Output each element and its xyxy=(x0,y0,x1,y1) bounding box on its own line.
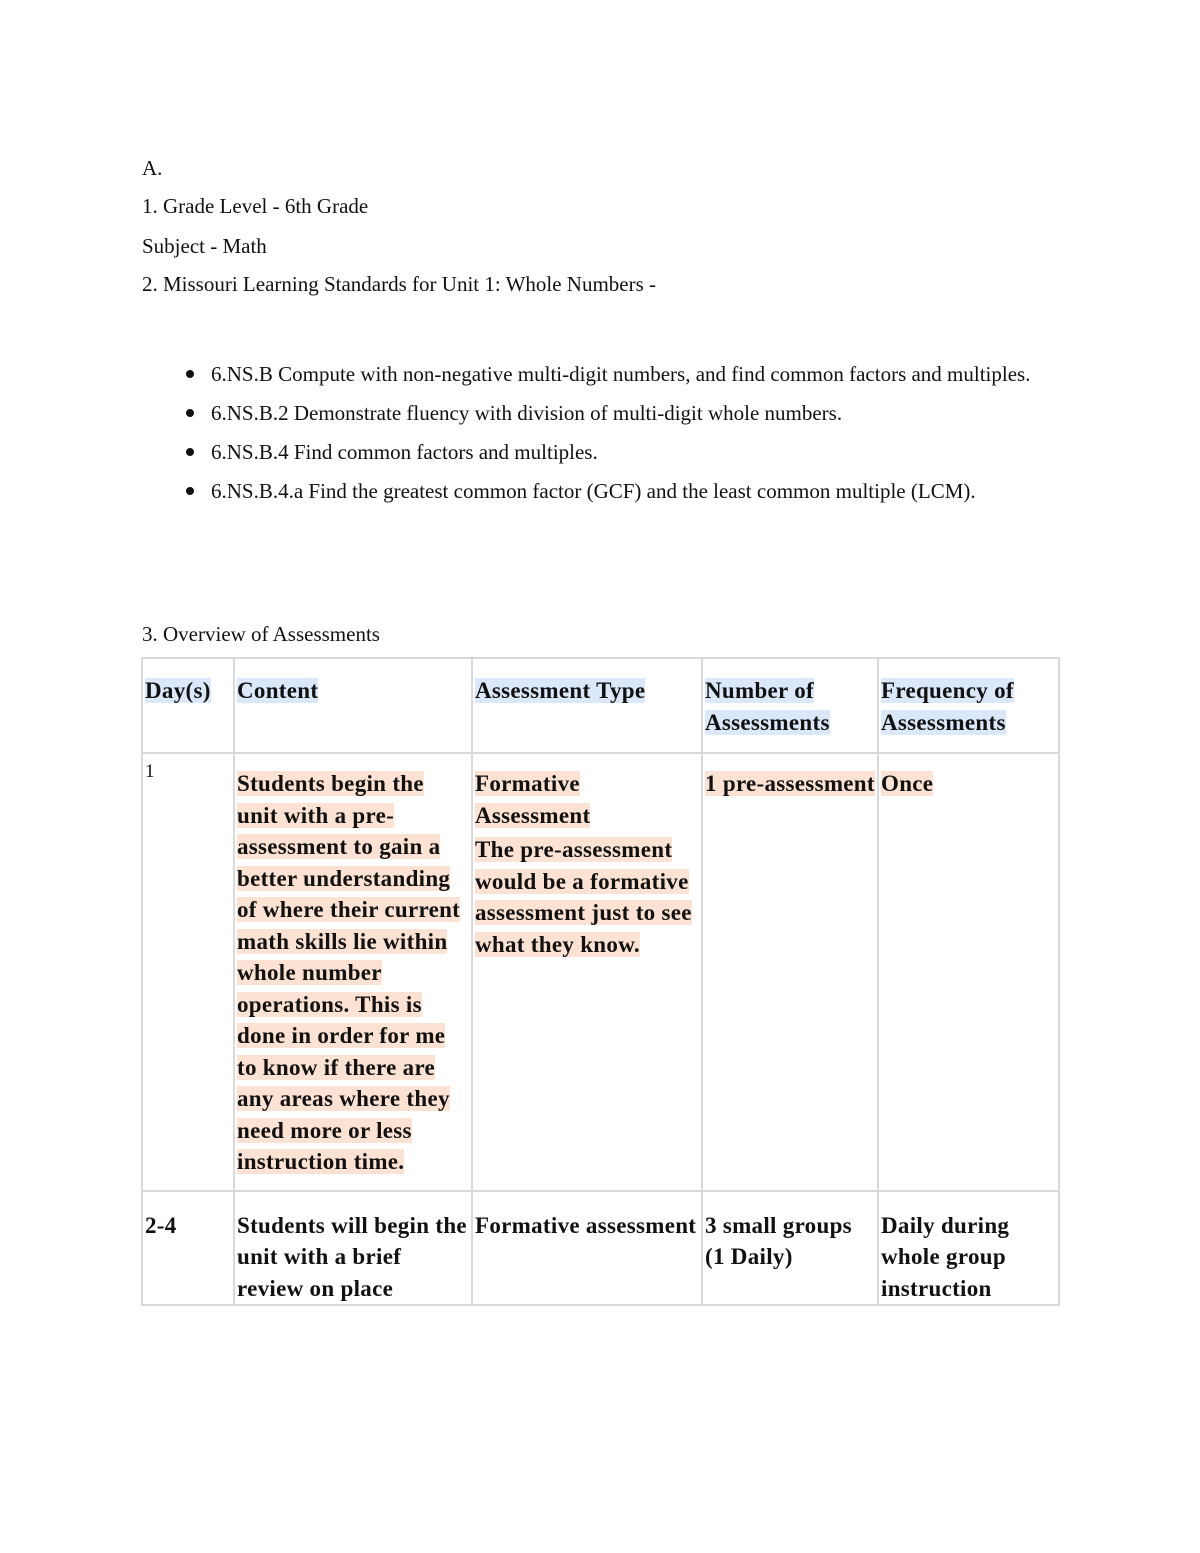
section-label: A. xyxy=(142,156,163,180)
header-cell: Number of Assessments xyxy=(702,658,878,753)
list-item: 6.NS.B Compute with non-negative multi-digit numbers, and find common factors and multiples. xyxy=(142,361,1042,388)
number-cell: 3 small groups (1 Daily) xyxy=(702,1191,878,1306)
frequency-cell: Once xyxy=(878,753,1059,1191)
type-cell: Formative Assessment The pre-assessment would be a formative assessment just to see what they know. xyxy=(472,753,702,1191)
type-cell: Formative assessment xyxy=(472,1191,702,1306)
number-cell: 1 pre-assessment xyxy=(702,753,878,1191)
header-cell: Day(s) xyxy=(142,658,234,753)
frequency-cell: Daily during whole group instruction xyxy=(878,1191,1059,1306)
table-row xyxy=(142,1191,1059,1306)
content-cell: Students begin the unit with a pre-assessment to gain a better understanding of where their current math skills lie within whole number operations. This is done in order for me to know if there are any areas where they need more or less instruction time. xyxy=(234,753,472,1191)
overview-heading: 3. Overview of Assessments xyxy=(142,622,380,646)
bullet-icon xyxy=(186,370,194,378)
list-item: 6.NS.B.2 Demonstrate fluency with division of multi-digit whole numbers. xyxy=(142,400,1042,427)
subject: Subject - Math xyxy=(142,234,267,258)
content-cell: Students will begin the unit with a brief review on place xyxy=(234,1191,472,1306)
assessment-table xyxy=(141,657,1060,1306)
header-cell: Assessment Type xyxy=(472,658,702,753)
bullet-icon xyxy=(186,448,194,456)
table-header-row xyxy=(142,658,1059,753)
bullet-icon xyxy=(186,409,194,417)
bullet-icon xyxy=(186,487,194,495)
day-cell: 1 xyxy=(142,753,234,1191)
grade-level: 1. Grade Level - 6th Grade xyxy=(142,194,369,218)
standards-list xyxy=(142,361,1042,517)
list-item: 6.NS.B.4 Find common factors and multiples. xyxy=(142,439,1042,466)
standards-heading: 2. Missouri Learning Standards for Unit 1: Whole Numbers - xyxy=(142,272,657,296)
header-cell: Content xyxy=(234,658,472,753)
day-cell: 2-4 xyxy=(142,1191,234,1306)
header-cell: Frequency of Assessments xyxy=(878,658,1059,753)
list-item: 6.NS.B.4.a Find the greatest common factor (GCF) and the least common multiple (LCM). xyxy=(142,478,1042,505)
table-row xyxy=(142,753,1059,1191)
